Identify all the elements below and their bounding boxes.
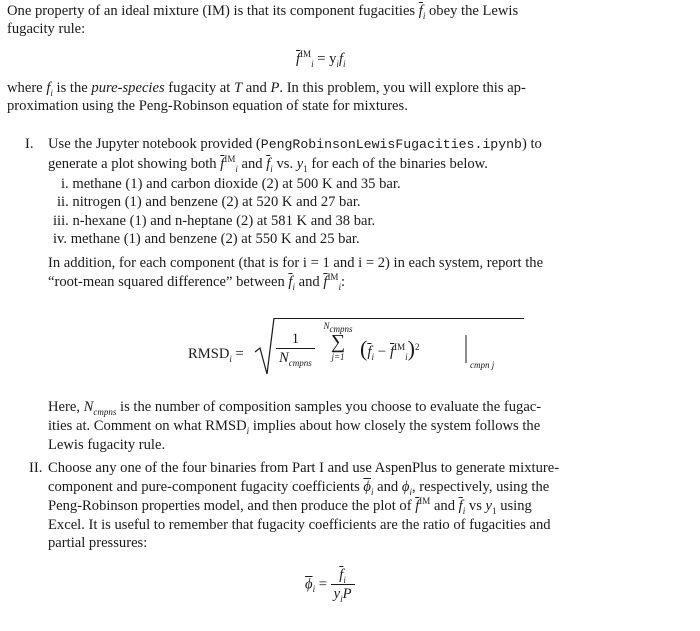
addition-line-2: “root-mean squared difference” between $\overline{f}_i$ and $\overline{f}^{IM}_i$:: [48, 272, 346, 292]
evaluation-subscript: cmpn j: [470, 360, 495, 370]
where-line-1: where $f_i$ is the pure-species fugacity at T and P. In this problem, you will explore this ap-: [7, 80, 526, 98]
binary-item-3: iii. n-hexane (1) and n-heptane (2) at 581 K and 38 bar.: [53, 213, 376, 229]
part1-line-1: Use the Jupyter notebook provided (PengRobinsonLewisFugacities.ipynb) to: [48, 136, 542, 152]
binary-item-2: ii. nitrogen (1) and benzene (2) at 520 K and 27 bar.: [57, 194, 361, 210]
where-line-2: proximation using the Peng-Robinson equation of state for mixtures.: [7, 98, 408, 114]
notebook-filename: PengRobinsonLewisFugacities.ipynb: [260, 137, 522, 152]
here-line-3: Lewis fugacity rule.: [48, 437, 166, 453]
binary-item-1: i. methane (1) and carbon dioxide (2) at 500 K and 35 bar.: [61, 176, 401, 192]
intro-line-2: fugacity rule:: [7, 21, 86, 37]
binary-item-4: iv. methane (1) and benzene (2) at 550 K and 25 bar.: [53, 231, 360, 247]
here-line-1: Here, $N_{cmpns}$ is the number of composition samples you choose to evaluate the fugac-: [48, 399, 542, 417]
part2-line-1: Choose any one of the four binaries from Part I and use AspenPlus to generate mixture-: [48, 460, 560, 476]
part2-line-5: partial pressures:: [48, 535, 148, 551]
phi-equation: $\overline{\phi}_i$ = $\frac{\overline{f}_i}{y_iP}$: [305, 566, 355, 603]
fhat-symbol: $\overline{f}$: [418, 3, 423, 19]
lewis-rule-equation: $\overline{f}^{IM}_i = y_if_i$: [296, 49, 346, 69]
intro-line-1: One property of an ideal mixture (IM) is that its component fugacities $\overline{f}_i$ obey the Lewis: [7, 3, 519, 21]
here-line-2: ities at. Comment on what $RMSD_i$ implies about how closely the system follows the: [48, 418, 541, 436]
part2-line-3: Peng-Robinson properties model, and then produce the plot of $\overline{f}^{IM}$ and $\overline{f}_i$ vs $y_1$ using: [48, 496, 532, 516]
addition-line-1: In addition, for each component (that is for i = 1 and i = 2) in each system, report the: [48, 255, 544, 271]
summation: $N_{cmpns}$ ∑ j=1: [323, 321, 353, 362]
part2-line-2: component and pure-component fugacity coefficients $\overline{\phi}_i$ and $\phi_i$, respectively, using the: [48, 479, 550, 497]
rmsd-fraction: $\frac{1}{N_{cmpns}}$: [276, 330, 315, 367]
rmsd-label: $RMSD_i$ =: [188, 346, 244, 364]
part1-line-2: generate a plot showing both $\overline{f}^{IM}_i$ and $\overline{f}_i$ vs. $y_1$ for each of the binaries below.: [48, 154, 488, 174]
sqrt-vinculum: [274, 318, 524, 319]
evaluation-bar: [464, 335, 468, 365]
part2-line-4: Excel. It is useful to remember that fugacity coefficients are the ratio of fugacities and: [48, 517, 551, 533]
rmsd-summand: $(\overline{f}_i - \overline{f}^{IM}_i)^2$: [360, 336, 420, 362]
part2-numeral: II.: [29, 460, 43, 476]
part1-numeral: I.: [25, 136, 34, 152]
sqrt-sign: [255, 318, 275, 378]
